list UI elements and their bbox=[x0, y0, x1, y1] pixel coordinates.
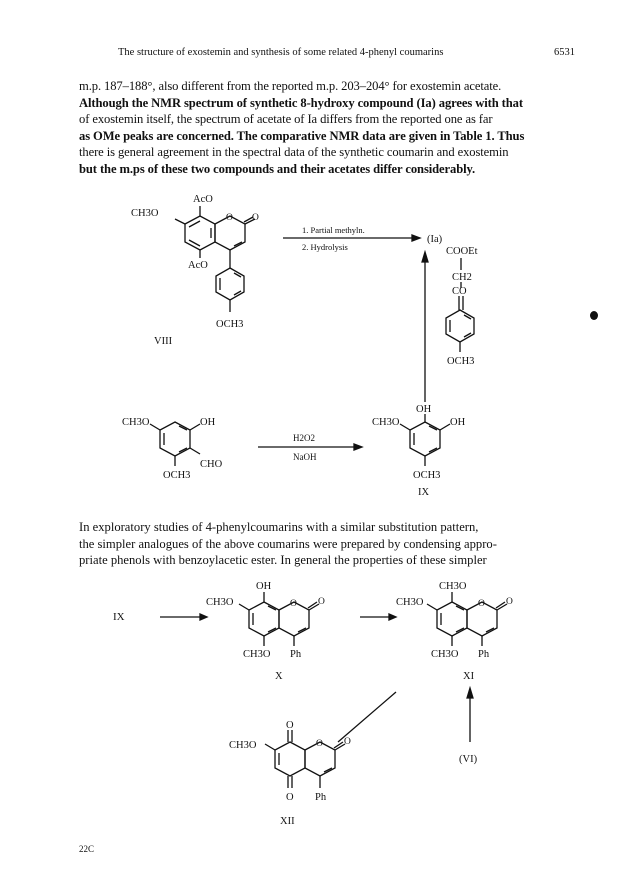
xii-ph: Ph bbox=[315, 792, 327, 803]
ix-och3: OCH3 bbox=[413, 470, 441, 481]
step-1-label: 1. Partial methyln. bbox=[302, 225, 365, 235]
viii-aco-top: AcO bbox=[193, 194, 213, 205]
xii-o-ring: O bbox=[316, 739, 323, 749]
x-o-ring: O bbox=[290, 599, 297, 609]
reagent-ch2: CH2 bbox=[452, 272, 472, 283]
x-label: X bbox=[275, 671, 283, 682]
compound-xii-structure bbox=[265, 730, 345, 788]
page-number: 6531 bbox=[554, 47, 575, 58]
x-o-carbonyl: O bbox=[318, 597, 325, 607]
x-ch3o-left: CH3O bbox=[206, 597, 234, 608]
aldehyde-ch3o: CH3O bbox=[122, 417, 150, 428]
xi-o-carbonyl: O bbox=[506, 597, 513, 607]
ia-label: (Ia) bbox=[427, 234, 443, 245]
xi-ph: Ph bbox=[478, 649, 490, 660]
compound-x-structure bbox=[239, 592, 319, 646]
xi-o-ring: O bbox=[478, 599, 485, 609]
xi-ch3o-left: CH3O bbox=[396, 597, 424, 608]
ix-oh-top: OH bbox=[416, 404, 432, 415]
step-2-label: 2. Hydrolysis bbox=[302, 242, 348, 252]
x-ph: Ph bbox=[290, 649, 302, 660]
viii-label: VIII bbox=[154, 336, 173, 347]
running-title: The structure of exostemin and synthesis of some related 4-phenyl coumarins bbox=[118, 47, 444, 58]
text-line: the simpler analogues of the above coumarins were prepared by condensing appro- bbox=[79, 536, 497, 551]
ix-oh-right: OH bbox=[450, 417, 466, 428]
reagent-cooet: COOEt bbox=[446, 246, 478, 257]
aldehyde-oh: OH bbox=[200, 417, 216, 428]
vi-label: (VI) bbox=[459, 754, 478, 765]
x-oh: OH bbox=[256, 581, 272, 592]
arrow-xii-to-x bbox=[338, 692, 396, 742]
xii-o-top: O bbox=[286, 720, 294, 731]
text-line: of exostemin itself, the spectrum of acetate of Ia differs from the reported one as far bbox=[79, 112, 493, 126]
compound-xi-structure bbox=[427, 592, 507, 646]
xii-o-carbonyl: O bbox=[344, 737, 351, 747]
arrow-ix-to-x bbox=[160, 614, 207, 620]
reagent-co: CO bbox=[452, 286, 467, 297]
aldehyde-cho: CHO bbox=[200, 459, 223, 470]
text-line: m.p. 187–188°, also different from the reported m.p. 203–204° for exostemin acetate. bbox=[79, 79, 502, 93]
compound-viii-structure bbox=[175, 206, 255, 312]
reagent-naoh: NaOH bbox=[293, 452, 317, 462]
scheme3-start-ix: IX bbox=[113, 611, 125, 623]
text-line: priate phenols with benzoylacetic ester. In general the properties of these simpler bbox=[79, 553, 487, 567]
text-line: In exploratory studies of 4-phenylcoumarins with a similar substitution pattern, bbox=[79, 520, 479, 534]
compound-ix-structure bbox=[400, 414, 450, 466]
x-ch3o-bottom: CH3O bbox=[243, 649, 271, 660]
arrow-viii-to-ia bbox=[283, 235, 420, 241]
reagent-h2o2: H2O2 bbox=[293, 433, 315, 443]
footer-mark: 22C bbox=[79, 844, 95, 854]
xi-ch3o-top: CH3O bbox=[439, 581, 467, 592]
text-line: but the m.ps of these two compounds and their acetates differ considerably. bbox=[79, 161, 476, 176]
viii-o-carbonyl: O bbox=[252, 213, 259, 223]
arrow-vi-to-xi bbox=[467, 688, 473, 742]
text-line: as OMe peaks are concerned. The comparative NMR data are given in Table 1. Thus bbox=[79, 128, 525, 143]
xi-label: XI bbox=[463, 671, 475, 682]
viii-och3: OCH3 bbox=[216, 319, 244, 330]
ix-label: IX bbox=[418, 487, 430, 498]
arrow-x-to-xi bbox=[360, 614, 396, 620]
viii-o-ring: O bbox=[226, 213, 233, 223]
aldehyde-och3: OCH3 bbox=[163, 470, 191, 481]
aldehyde-structure bbox=[150, 422, 200, 466]
xii-label: XII bbox=[280, 816, 295, 827]
viii-ch3o: CH3O bbox=[131, 208, 159, 219]
xi-ch3o-bottom: CH3O bbox=[431, 649, 459, 660]
xii-ch3o: CH3O bbox=[229, 740, 257, 751]
text-line: Although the NMR spectrum of synthetic 8-hydroxy compound (Ia) agrees with that bbox=[79, 95, 523, 110]
xii-o-bottom: O bbox=[286, 792, 294, 803]
text-line: there is general agreement in the spectral data of the synthetic coumarin and exostemin bbox=[79, 145, 509, 159]
arrow-aldehyde-to-ix bbox=[258, 444, 362, 450]
ix-ch3o: CH3O bbox=[372, 417, 400, 428]
viii-aco-bottom: AcO bbox=[188, 260, 208, 271]
arrow-ix-to-ia bbox=[422, 252, 428, 402]
reagent-och3: OCH3 bbox=[447, 356, 475, 367]
